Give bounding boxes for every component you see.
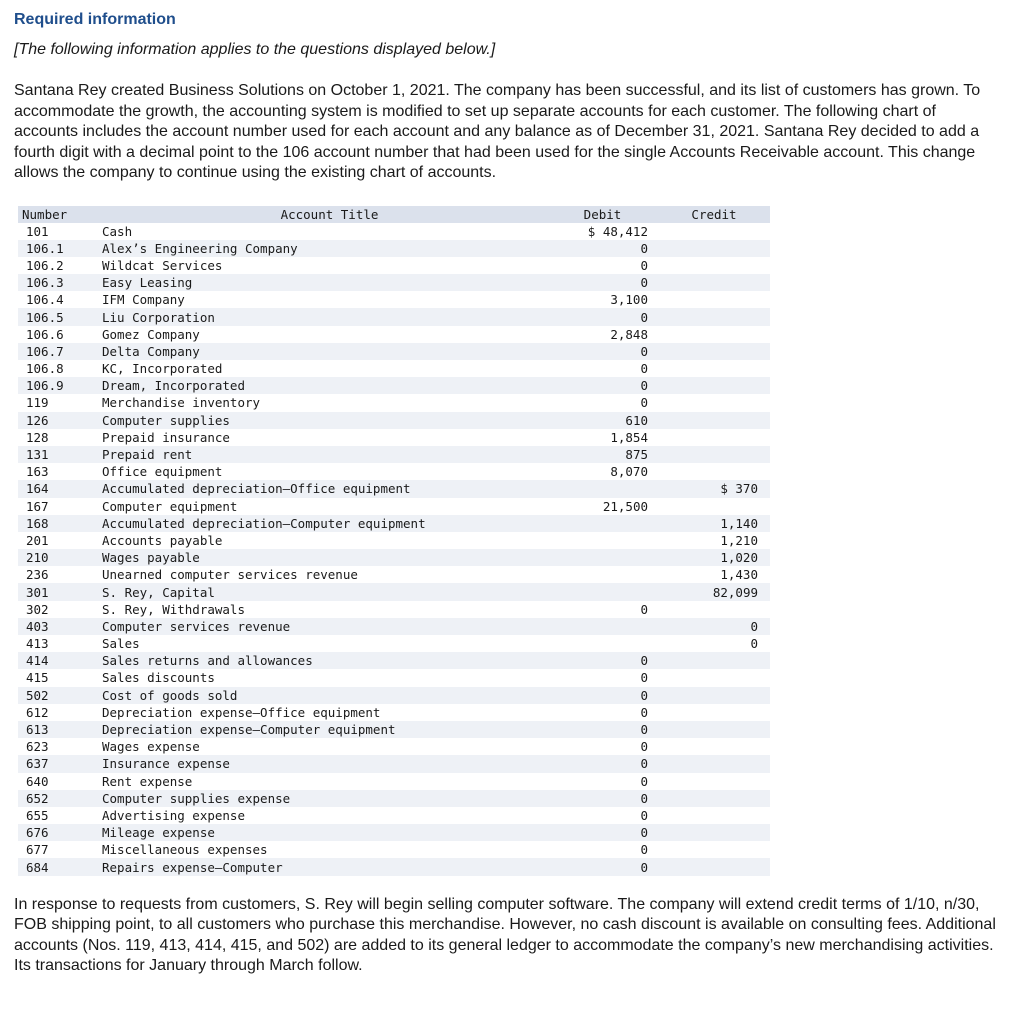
gap-cell — [650, 360, 658, 377]
required-information-heading: Required information — [14, 11, 176, 28]
account-number: 163 — [26, 464, 49, 480]
debit-amount: 610 — [557, 412, 650, 429]
table-row — [18, 721, 770, 738]
account-number: 126 — [18, 412, 102, 429]
debit-amount: 8,070 — [610, 464, 648, 480]
debit-amount: 0 — [557, 755, 650, 772]
account-title: Miscellaneous expenses — [102, 842, 268, 858]
account-number: 677 — [26, 842, 49, 858]
account-number: 637 — [18, 755, 102, 772]
table-row — [18, 532, 770, 549]
credit-amount — [658, 721, 770, 738]
account-title: Gomez Company — [102, 326, 200, 342]
account-title: S. Rey, Withdrawals — [102, 601, 245, 617]
table-row — [18, 412, 770, 429]
account-title: Accumulated depreciation—Computer equipment — [102, 515, 557, 532]
account-title: Cost of goods sold — [102, 687, 557, 704]
account-title: Repairs expense—Computer — [102, 858, 557, 875]
table-row — [18, 257, 770, 274]
account-title: Merchandise inventory — [102, 395, 261, 411]
closing-paragraph: In response to requests from customers, S. Rey will begin selling computer software. The company will extend credit terms of 1/10, n/30, FOB shipping point, to all customers who purchase this merchandise. However, no cash discount is available on consulting fees. Additional accounts (Nos. 119, 413, 414, 415, and 502) are added to its general ledger to accommodate the company’s new merchandising activities. Its transactions for January through March follow. — [14, 895, 996, 975]
credit-amount: 1,020 — [658, 549, 770, 566]
table-row — [18, 480, 770, 497]
gap-cell — [650, 687, 658, 704]
table-row — [18, 240, 770, 257]
credit-amount — [658, 669, 770, 686]
account-title: Depreciation expense—Office equipment — [102, 704, 381, 720]
account-number: 106.6 — [26, 326, 64, 342]
credit-amount — [658, 240, 770, 257]
gap-cell — [650, 773, 658, 790]
account-number: 623 — [26, 739, 49, 755]
debit-amount: 0 — [557, 343, 650, 360]
credit-amount — [658, 738, 770, 755]
account-number: 201 — [26, 532, 49, 548]
account-title: Wages payable — [102, 549, 557, 566]
gap-cell — [650, 463, 658, 480]
credit-amount — [658, 773, 770, 790]
gap-cell — [650, 583, 658, 600]
account-title: Cash — [102, 223, 133, 239]
credit-amount: 1,210 — [720, 532, 758, 548]
gap-cell — [650, 412, 658, 429]
gap-cell — [650, 223, 658, 240]
debit-amount: 0 — [640, 842, 648, 858]
table-row — [18, 755, 770, 772]
credit-amount — [658, 412, 770, 429]
credit-amount — [658, 807, 770, 824]
gap-cell — [650, 841, 658, 858]
credit-amount — [658, 274, 770, 291]
table-row — [18, 377, 770, 394]
credit-amount: 0 — [658, 618, 770, 635]
debit-amount — [557, 549, 650, 566]
gap-cell — [650, 240, 658, 257]
account-number: 403 — [18, 618, 102, 635]
debit-amount: 0 — [640, 670, 648, 686]
debit-amount: 0 — [640, 361, 648, 377]
debit-amount — [557, 566, 650, 583]
account-number: 652 — [18, 790, 102, 807]
gap-cell — [650, 652, 658, 669]
table-row — [18, 274, 770, 291]
gap-cell — [650, 308, 658, 325]
account-number: 302 — [26, 601, 49, 617]
account-title: Computer supplies expense — [102, 790, 557, 807]
account-title: Easy Leasing — [102, 274, 557, 291]
account-title: Delta Company — [102, 343, 557, 360]
account-number: 684 — [18, 858, 102, 875]
credit-amount — [658, 687, 770, 704]
credit-amount — [658, 824, 770, 841]
account-number: 502 — [18, 687, 102, 704]
debit-amount: 0 — [557, 721, 650, 738]
debit-amount — [557, 515, 650, 532]
gap-cell — [650, 755, 658, 772]
gap-cell — [650, 343, 658, 360]
credit-amount: 1,140 — [658, 515, 770, 532]
account-number: 414 — [18, 652, 102, 669]
debit-amount — [557, 635, 650, 652]
account-number: 106.5 — [18, 308, 102, 325]
account-number: 168 — [18, 515, 102, 532]
table-row — [18, 429, 770, 446]
table-row — [18, 824, 770, 841]
account-number: 106.4 — [26, 292, 64, 308]
gap-cell — [650, 480, 658, 497]
header-credit: Credit — [658, 206, 770, 223]
gap-cell — [650, 721, 658, 738]
gap-cell — [650, 326, 658, 343]
debit-amount: 2,848 — [610, 326, 648, 342]
debit-amount: 0 — [557, 274, 650, 291]
account-title: IFM Company — [102, 292, 185, 308]
debit-amount: 0 — [557, 858, 650, 875]
table-row — [18, 326, 770, 343]
credit-amount — [658, 704, 770, 721]
gap-cell — [650, 824, 658, 841]
account-number: 128 — [26, 429, 49, 445]
account-number: 613 — [18, 721, 102, 738]
debit-amount — [557, 583, 650, 600]
account-number: 655 — [26, 807, 49, 823]
debit-amount: $ 48,412 — [587, 223, 648, 239]
credit-amount — [658, 446, 770, 463]
account-title: Sales discounts — [102, 670, 215, 686]
debit-amount: 875 — [557, 446, 650, 463]
account-number: 106.7 — [18, 343, 102, 360]
header-gap — [650, 206, 658, 223]
account-number: 101 — [26, 223, 49, 239]
table-row — [18, 498, 770, 515]
debit-amount — [557, 480, 650, 497]
header-debit: Debit — [557, 206, 650, 223]
account-title: Computer equipment — [102, 498, 238, 514]
table-row — [18, 704, 770, 721]
table-row — [18, 549, 770, 566]
account-number: 167 — [26, 498, 49, 514]
table-row — [18, 515, 770, 532]
debit-amount: 0 — [557, 652, 650, 669]
credit-amount — [658, 858, 770, 875]
gap-cell — [650, 257, 658, 274]
debit-amount: 0 — [640, 395, 648, 411]
table-row — [18, 635, 770, 652]
credit-amount: 0 — [750, 636, 758, 652]
account-title: Prepaid rent — [102, 446, 557, 463]
table-row — [18, 463, 770, 480]
credit-amount: 82,099 — [658, 583, 770, 600]
gap-cell — [650, 738, 658, 755]
debit-amount: 0 — [557, 377, 650, 394]
debit-amount: 0 — [640, 807, 648, 823]
gap-cell — [650, 858, 658, 875]
table-row — [18, 858, 770, 875]
table-row — [18, 583, 770, 600]
table-row — [18, 291, 770, 308]
gap-cell — [650, 498, 658, 515]
gap-cell — [650, 515, 658, 532]
credit-amount — [658, 360, 770, 377]
account-number: 612 — [26, 704, 49, 720]
gap-cell — [650, 429, 658, 446]
info-subtitle: [The following information applies to the questions displayed below.] — [14, 41, 496, 58]
table-row — [18, 446, 770, 463]
gap-cell — [650, 601, 658, 618]
table-row — [18, 841, 770, 858]
gap-cell — [650, 635, 658, 652]
credit-amount — [658, 343, 770, 360]
account-title: Office equipment — [102, 464, 223, 480]
account-title: Insurance expense — [102, 755, 557, 772]
credit-amount — [658, 429, 770, 446]
table-row — [18, 738, 770, 755]
table-row — [18, 566, 770, 583]
account-title: Wages expense — [102, 739, 200, 755]
credit-amount: 1,430 — [720, 567, 758, 583]
account-title: Unearned computer services revenue — [102, 567, 358, 583]
table-row — [18, 652, 770, 669]
gap-cell — [650, 669, 658, 686]
credit-amount — [658, 257, 770, 274]
gap-cell — [650, 446, 658, 463]
table-row — [18, 360, 770, 377]
account-number: 106.8 — [26, 361, 64, 377]
table-row — [18, 601, 770, 618]
credit-amount — [658, 463, 770, 480]
table-body — [18, 223, 770, 876]
table-row — [18, 807, 770, 824]
account-number: 106.3 — [18, 274, 102, 291]
debit-amount: 0 — [557, 240, 650, 257]
gap-cell — [650, 618, 658, 635]
account-title: S. Rey, Capital — [102, 583, 557, 600]
table-row — [18, 394, 770, 411]
debit-amount — [557, 532, 650, 549]
credit-amount: $ 370 — [658, 480, 770, 497]
account-title: Depreciation expense—Computer equipment — [102, 721, 557, 738]
credit-amount — [658, 841, 770, 858]
debit-amount: 3,100 — [610, 292, 648, 308]
credit-amount — [658, 223, 770, 240]
account-number: 415 — [26, 670, 49, 686]
account-title: Prepaid insurance — [102, 429, 230, 445]
account-number: 301 — [18, 583, 102, 600]
account-number: 131 — [18, 446, 102, 463]
debit-amount: 0 — [557, 824, 650, 841]
credit-amount — [658, 326, 770, 343]
gap-cell — [650, 807, 658, 824]
account-title: Mileage expense — [102, 824, 557, 841]
gap-cell — [650, 274, 658, 291]
debit-amount: 0 — [640, 704, 648, 720]
credit-amount — [658, 790, 770, 807]
account-title: KC, Incorporated — [102, 361, 223, 377]
gap-cell — [650, 704, 658, 721]
account-number: 119 — [26, 395, 49, 411]
credit-amount — [658, 601, 770, 618]
debit-amount: 0 — [640, 601, 648, 617]
account-title: Dream, Incorporated — [102, 377, 557, 394]
account-number: 676 — [18, 824, 102, 841]
debit-amount: 0 — [640, 257, 648, 273]
header-account-title: Account Title — [102, 206, 557, 223]
table-row — [18, 790, 770, 807]
debit-amount — [557, 618, 650, 635]
debit-amount: 0 — [557, 687, 650, 704]
account-number: 106.2 — [26, 257, 64, 273]
gap-cell — [650, 394, 658, 411]
account-title: Liu Corporation — [102, 308, 557, 325]
account-number: 106.9 — [18, 377, 102, 394]
debit-amount: 0 — [640, 739, 648, 755]
account-title: Sales — [102, 636, 140, 652]
account-number: 640 — [26, 773, 49, 789]
credit-amount — [658, 308, 770, 325]
credit-amount — [658, 755, 770, 772]
account-number: 106.1 — [18, 240, 102, 257]
table-row — [18, 773, 770, 790]
table-row — [18, 687, 770, 704]
credit-amount — [658, 394, 770, 411]
debit-amount: 21,500 — [602, 498, 648, 514]
table-row — [18, 308, 770, 325]
table-header-row — [18, 206, 770, 223]
account-title: Advertising expense — [102, 807, 245, 823]
header-number: Number — [18, 206, 102, 223]
account-title: Computer supplies — [102, 412, 557, 429]
account-title: Accounts payable — [102, 532, 223, 548]
debit-amount: 1,854 — [610, 429, 648, 445]
gap-cell — [650, 291, 658, 308]
gap-cell — [650, 566, 658, 583]
gap-cell — [650, 532, 658, 549]
table-row — [18, 223, 770, 240]
gap-cell — [650, 790, 658, 807]
debit-amount: 0 — [557, 308, 650, 325]
gap-cell — [650, 377, 658, 394]
intro-paragraph: Santana Rey created Business Solutions on October 1, 2021. The company has been successful, and its list of customers has grown. To accommodate the growth, the accounting system is modified to set up separate accounts for each customer. The following chart of accounts includes the account number used for each account and any balance as of December 31, 2021. Santana Rey decided to add a fourth digit with a decimal point to the 106 account number that had been used for the single Accounts Receivable account. This change allows the company to continue using the existing chart of accounts. — [14, 82, 981, 181]
account-title: Wildcat Services — [102, 257, 223, 273]
chart-of-accounts-table — [18, 206, 770, 876]
debit-amount: 0 — [640, 773, 648, 789]
credit-amount — [658, 377, 770, 394]
debit-amount: 0 — [557, 790, 650, 807]
account-number: 164 — [18, 480, 102, 497]
table-row — [18, 343, 770, 360]
account-title: Rent expense — [102, 773, 193, 789]
gap-cell — [650, 549, 658, 566]
account-title: Sales returns and allowances — [102, 652, 557, 669]
table-row — [18, 618, 770, 635]
credit-amount — [658, 291, 770, 308]
account-title: Accumulated depreciation—Office equipment — [102, 480, 557, 497]
account-title: Alex’s Engineering Company — [102, 240, 557, 257]
account-number: 210 — [18, 549, 102, 566]
account-number: 236 — [26, 567, 49, 583]
credit-amount — [658, 498, 770, 515]
table-row — [18, 669, 770, 686]
account-title: Computer services revenue — [102, 618, 557, 635]
account-number: 413 — [26, 636, 49, 652]
credit-amount — [658, 652, 770, 669]
